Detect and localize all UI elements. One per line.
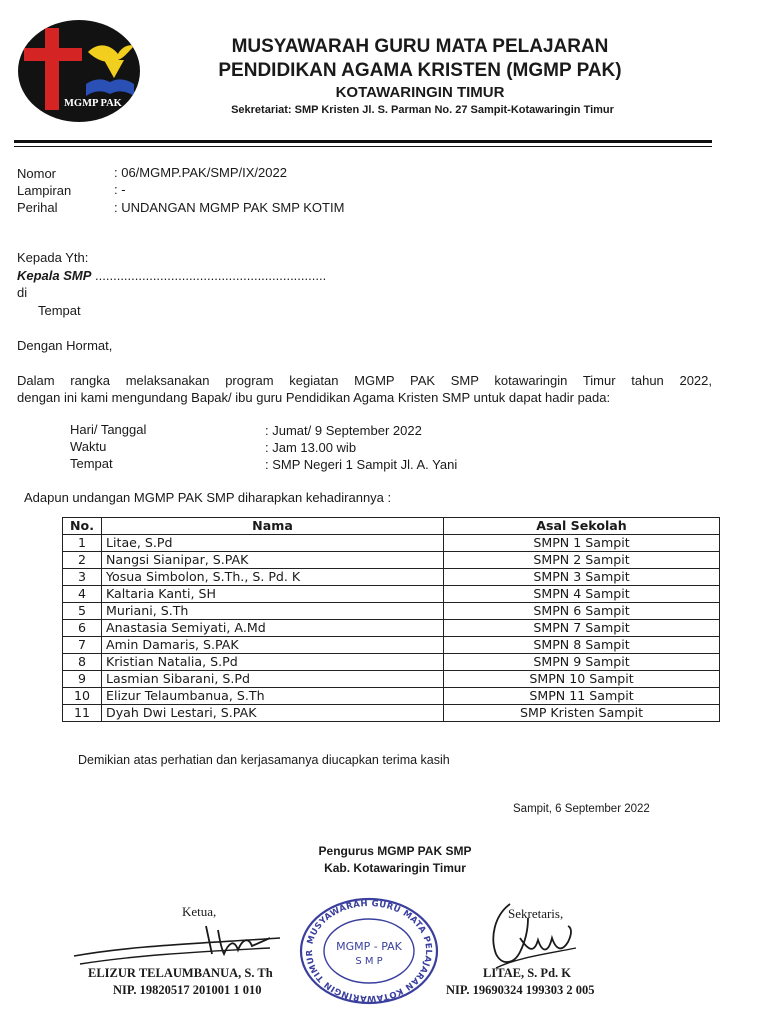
lampiran-label: Lampiran — [17, 183, 72, 198]
row-nama: Nangsi Sianipar, S.PAK — [102, 552, 444, 569]
event-place-label: Tempat — [70, 456, 113, 471]
recipient-tempat: Tempat — [38, 303, 81, 318]
header-line-1: MUSYAWARAH GURU MATA PELAJARAN — [231, 36, 609, 57]
row-sekolah: SMPN 3 Sampit — [444, 569, 720, 586]
col-header-asal-sekolah: Asal Sekolah — [444, 518, 720, 535]
greeting: Dengan Hormat, — [17, 338, 113, 353]
row-nama: Muriani, S.Th — [102, 603, 444, 620]
row-sekolah: SMPN 4 Sampit — [444, 586, 720, 603]
row-sekolah: SMPN 6 Sampit — [444, 603, 720, 620]
row-sekolah: SMPN 9 Sampit — [444, 654, 720, 671]
row-nama: Amin Damaris, S.PAK — [102, 637, 444, 654]
perihal-value: : UNDANGAN MGMP PAK SMP KOTIM — [114, 200, 345, 215]
header-rule-thin — [14, 146, 712, 147]
attendee-table — [62, 517, 720, 722]
left-nip: NIP. 19820517 201001 1 010 — [113, 983, 262, 997]
nomor-label: Nomor — [17, 166, 57, 181]
nomor-value: : 06/MGMP.PAK/SMP/IX/2022 — [114, 165, 287, 180]
right-name: LITAE, S. Pd. K — [483, 966, 571, 980]
closing-text: Demikian atas perhatian dan kerjasamanya diucapkan terima kasih — [78, 753, 450, 767]
signoff-org-2: Kab. Kotawaringin Timur — [324, 861, 466, 875]
row-nama: Lasmian Sibarani, S.Pd — [102, 671, 444, 688]
table-row — [63, 569, 720, 586]
recipient-kepala-line — [17, 268, 326, 283]
left-signature — [70, 920, 290, 970]
stamp-center-1: MGMP - PAK — [336, 940, 402, 953]
row-no: 2 — [63, 552, 102, 569]
paragraph-line-2: dengan ini kami mengundang Bapak/ ibu guru Pendidikan Agama Kristen SMP untuk dapat hadir pada: — [17, 390, 611, 405]
recipient-dots: ................................................................ — [91, 268, 327, 283]
table-row — [63, 637, 720, 654]
header-address: Sekretariat: SMP Kristen Jl. S. Parman No. 27 Sampit-Kotawaringin Timur — [231, 104, 614, 116]
left-name: ELIZUR TELAUMBANUA, S. Th — [88, 966, 273, 980]
header-line-3: KOTAWARINGIN TIMUR — [335, 84, 505, 101]
event-day-label: Hari/ Tanggal — [70, 422, 147, 437]
row-sekolah: SMPN 1 Sampit — [444, 535, 720, 552]
table-row — [63, 586, 720, 603]
left-role: Ketua, — [182, 904, 217, 919]
table-row — [63, 688, 720, 705]
stamp-center-2: S M P — [355, 956, 383, 967]
row-no: 8 — [63, 654, 102, 671]
header-rule-thick — [14, 140, 712, 143]
organization-stamp — [298, 896, 440, 1006]
right-role: Sekretaris, — [508, 906, 564, 921]
row-sekolah: SMP Kristen Sampit — [444, 705, 720, 722]
row-nama: Dyah Dwi Lestari, S.PAK — [102, 705, 444, 722]
row-sekolah: SMPN 2 Sampit — [444, 552, 720, 569]
mgmp-pak-logo — [18, 20, 140, 122]
table-row — [63, 705, 720, 722]
lampiran-value: : - — [114, 182, 126, 197]
row-no: 9 — [63, 671, 102, 688]
event-day-value: : Jumat/ 9 September 2022 — [265, 423, 422, 438]
recipient-di: di — [17, 285, 28, 300]
right-nip: NIP. 19690324 199303 2 005 — [446, 983, 595, 997]
row-nama: Yosua Simbolon, S.Th., S. Pd. K — [102, 569, 444, 586]
table-row — [63, 603, 720, 620]
col-header-no: No. — [63, 518, 102, 535]
row-no: 7 — [63, 637, 102, 654]
event-place-value: : SMP Negeri 1 Sampit Jl. A. Yani — [265, 457, 458, 472]
row-nama: Kristian Natalia, S.Pd — [102, 654, 444, 671]
paragraph-line-1: Dalam rangka melaksanakan program kegiatan MGMP PAK SMP kotawaringin Timur tahun 2022, — [17, 373, 712, 388]
date-place: Sampit, 6 September 2022 — [513, 803, 650, 815]
row-no: 3 — [63, 569, 102, 586]
row-nama: Litae, S.Pd — [102, 535, 444, 552]
perihal-label: Perihal — [17, 200, 58, 215]
event-time-label: Waktu — [70, 439, 107, 454]
row-no: 10 — [63, 688, 102, 705]
row-sekolah: SMPN 7 Sampit — [444, 620, 720, 637]
row-no: 5 — [63, 603, 102, 620]
signoff-org-1: Pengurus MGMP PAK SMP — [318, 844, 472, 858]
table-row — [63, 552, 720, 569]
col-header-nama: Nama — [102, 518, 444, 535]
header-line-2: PENDIDIKAN AGAMA KRISTEN (MGMP PAK) — [218, 60, 622, 81]
row-nama: Elizur Telaumbanua, S.Th — [102, 688, 444, 705]
table-row — [63, 654, 720, 671]
row-sekolah: SMPN 8 Sampit — [444, 637, 720, 654]
row-no: 11 — [63, 705, 102, 722]
table-row — [63, 535, 720, 552]
stamp-ring-text: MUSYAWARAH GURU MATA PELAJARAN KOTAWARINGIN TIMUR — [304, 898, 434, 1004]
event-time-value: : Jam 13.00 wib — [265, 440, 357, 455]
table-row — [63, 620, 720, 637]
table-row — [63, 671, 720, 688]
logo-caption: MGMP PAK — [64, 98, 122, 109]
row-no: 4 — [63, 586, 102, 603]
table-intro: Adapun undangan MGMP PAK SMP diharapkan kehadirannya : — [24, 490, 392, 505]
row-nama: Anastasia Semiyati, A.Md — [102, 620, 444, 637]
recipient-kepala-smp: Kepala SMP — [17, 268, 92, 283]
row-no: 6 — [63, 620, 102, 637]
row-no: 1 — [63, 535, 102, 552]
recipient-kepada: Kepada Yth: — [17, 250, 89, 265]
row-sekolah: SMPN 11 Sampit — [444, 688, 720, 705]
table-header-row — [63, 518, 720, 535]
row-sekolah: SMPN 10 Sampit — [444, 671, 720, 688]
row-nama: Kaltaria Kanti, SH — [102, 586, 444, 603]
